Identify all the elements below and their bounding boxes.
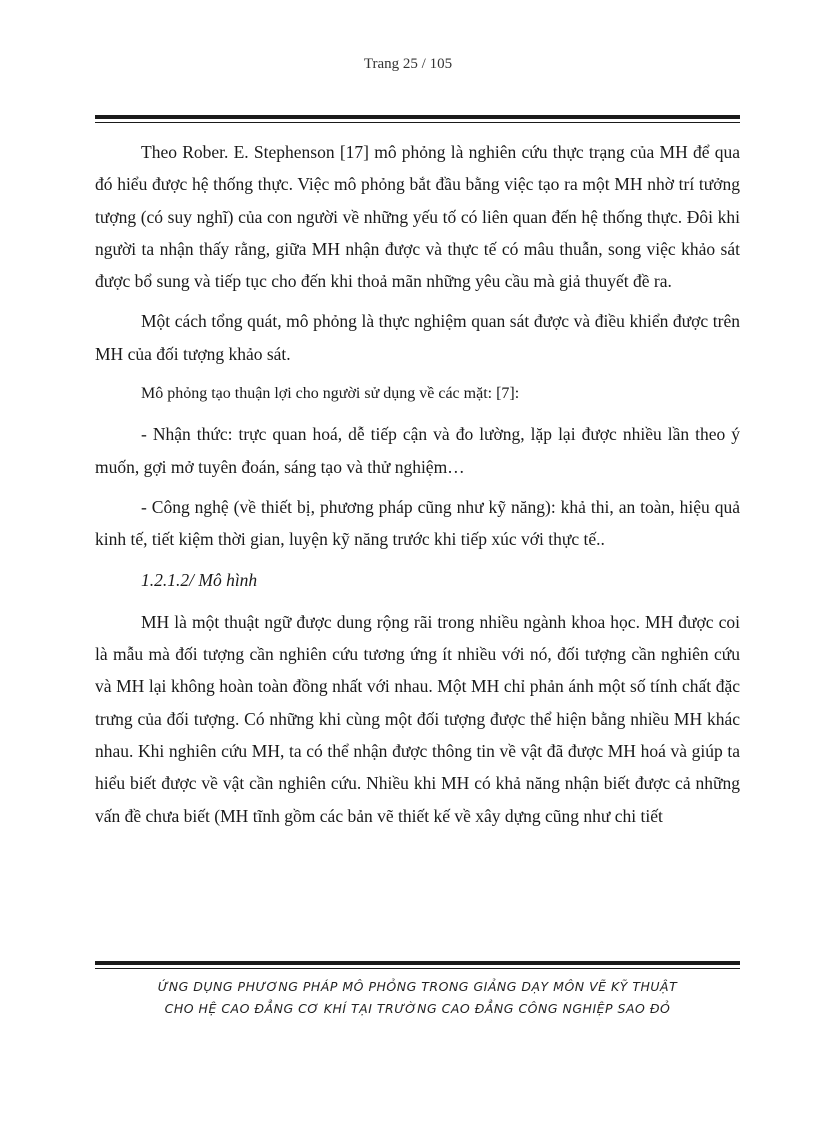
footer-title-line-2: CHO HỆ CAO ĐẲNG CƠ KHÍ TẠI TRƯỜNG CAO ĐẲNG CÔNG NGHIỆP SAO ĐỎ [164,1001,671,1016]
paragraph-model-definition: MH là một thuật ngữ được dung rộng rãi trong nhiều ngành khoa học. MH được coi là mẫu mà đối tượng cần nghiên cứu tương ứng ít nhiều với nó, đối tượng cần nghiên cứu và MH lại không hoàn toàn đồng nhất với nhau. Một MH chỉ phản ánh một số tính chất đặc trưng của đối tượng. Có những khi cùng một đối tượng được thể hiện bằng nhiều MH khác nhau. Khi nghiên cứu MH, ta có thể nhận được thông tin về vật đã được MH hoá và giúp ta hiểu biết được về vật cần nghiên cứu. Nhiều khi MH có khả năng nhận biết được cả những vấn đề chưa biết (MH tĩnh gồm các bản vẽ thiết kế về xây dựng cũng như chi tiết [95,611,740,826]
footer-title-line-1: ỨNG DỤNG PHƯƠNG PHÁP MÔ PHỎNG TRONG GIẢNG DẠY MÔN VẼ KỸ THUẬT [157,979,678,994]
paragraph-benefits-intro: Mô phỏng tạo thuận lợi cho người sử dụng về các mặt: [7]: [141,385,520,403]
paragraph-general-definition: Một cách tổng quát, mô phỏng là thực nghiệm quan sát được và điều khiển được trên MH của đối tượng khảo sát. [95,311,740,364]
list-item-cognition: - Nhận thức: trực quan hoá, dễ tiếp cận và đo lường, lặp lại được nhiều lần theo ý muốn, gợi mở tuyên đoán, sáng tạo và thử nghiệm… [95,424,740,477]
header-rule-thin [95,122,740,123]
section-heading-model: 1.2.1.2/ Mô hình [141,569,258,590]
footer-rule-thin [95,968,740,969]
paragraph-stephenson-definition: Theo Rober. E. Stephenson [17] mô phỏng là nghiên cứu thực trạng của MH để qua đó hiểu được hệ thống thực. Việc mô phỏng bắt đầu bằng việc tạo ra một MH nhờ trí tưởng tượng (có suy nghĩ) của con người về những yếu tố có liên quan đến hệ thống thực. Đôi khi người ta nhận thấy rằng, giữa MH nhận được và thực tế có mâu thuẫn, song việc khảo sát được bổ sung và tiếp tục cho đến khi thoả mãn những yêu cầu mà giả thuyết đề ra. [95,142,740,292]
page-number-header: Trang 25 / 105 [363,56,453,72]
list-item-technology: - Công nghệ (về thiết bị, phương pháp cũng như kỹ năng): khả thi, an toàn, hiệu quả kinh tế, tiết kiệm thời gian, luyện kỹ năng trước khi tiếp xúc với thực tế.. [95,496,740,550]
document-body [95,136,740,840]
document-footer [95,976,740,1020]
header-rule-thick [95,115,740,119]
footer-rule-thick [95,961,740,965]
